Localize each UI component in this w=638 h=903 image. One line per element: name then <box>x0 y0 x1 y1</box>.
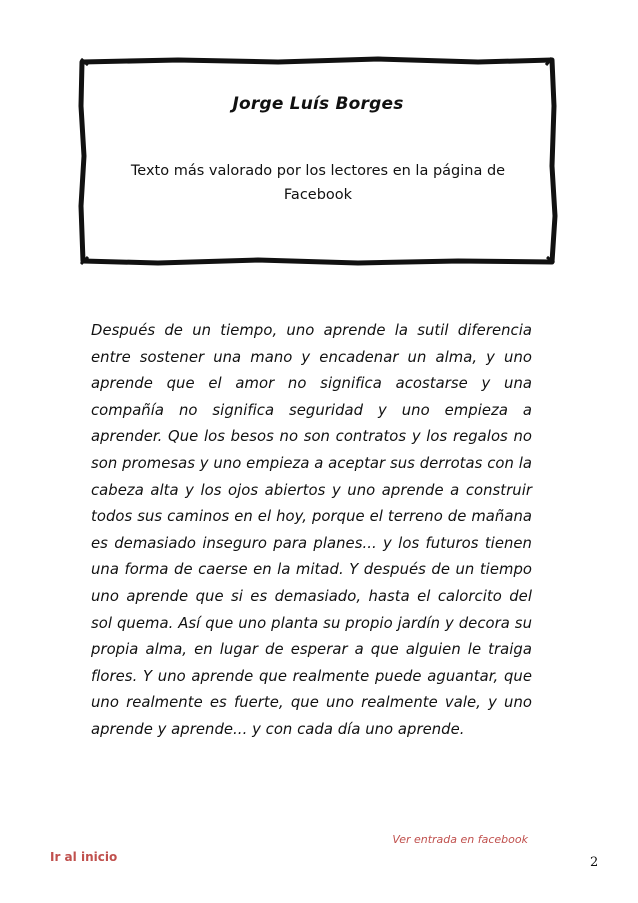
author-title: Jorge Luís Borges <box>232 94 404 114</box>
quote-text: Después de un tiempo, uno aprende la sutil diferencia entre sostener una mano y encadenar un alma, y uno aprende que el amor no significa acostarse y una compañía no significa seguridad y uno empieza a aprender. Que los besos no son contratos y los regalos no son promesas y uno empieza a aceptar sus derrotas con la cabeza alta y los ojos abiertos y uno aprende a construir todos sus caminos en el hoy, porque el terreno de mañana es demasiado inseguro para planes... y los futuros tienen una forma de caerse en la mitad. Y después de un tiempo uno aprende que si es demasiado, hasta el calorcito del sol quema. Así que uno planta su propio jardín y decora su propia alma, en lugar de esperar a que alguien le traiga flores. Y uno aprende que realmente puede aguantar, que uno realmente es fuerte, que uno realmente vale, y uno aprende y aprende... y con cada día uno aprende. <box>91 322 532 738</box>
header-subtitle: Texto más valorado por los lectores en la página de Facebook <box>130 163 506 203</box>
title-frame <box>78 56 558 267</box>
home-link[interactable]: Ir al inicio <box>50 850 118 864</box>
page-number: 2 <box>590 855 599 870</box>
facebook-entry-link[interactable]: Ver entrada en facebook <box>392 833 528 846</box>
